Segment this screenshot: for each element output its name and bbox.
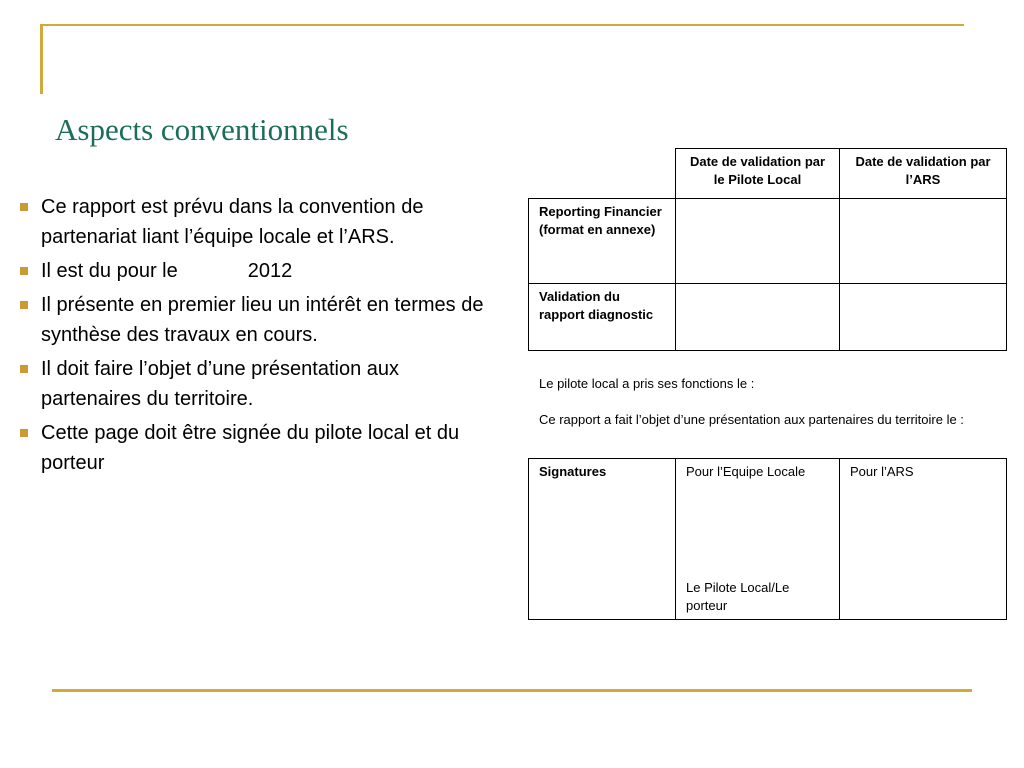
info-text <box>539 375 989 429</box>
bullet-list <box>18 192 503 482</box>
signature-table <box>528 458 1007 620</box>
bullet-item <box>18 192 503 252</box>
bullet-item <box>18 290 503 350</box>
info-line-pilote: Le pilote local a pris ses fonctions le : <box>539 376 755 391</box>
info-line-presentation: Ce rapport a fait l’objet d’une présentation aux partenaires du territoire le : <box>539 412 964 427</box>
bullet-item <box>18 418 503 478</box>
signature-equipe-cell <box>676 459 840 620</box>
square-bullet-icon <box>20 267 28 275</box>
square-bullet-icon <box>20 301 28 309</box>
square-bullet-icon <box>20 203 28 211</box>
row-label-reporting: Reporting Financier (format en annexe) <box>529 199 676 284</box>
empty-cell <box>840 199 1007 284</box>
row-label-validation: Validation du rapport diagnostic <box>529 284 676 351</box>
decorative-vertical-line <box>40 24 43 94</box>
bullet-text: Il doit faire l’objet d’une présentation aux partenaires du territoire. <box>41 358 400 410</box>
signatures-label: Signatures <box>529 459 676 620</box>
table-header-row <box>529 149 1007 199</box>
bullet-text: Cette page doit être signée du pilote local et du porteur <box>41 422 460 474</box>
square-bullet-icon <box>20 365 28 373</box>
table-row <box>529 284 1007 351</box>
equipe-top-text: Pour l’Equipe Locale <box>686 464 806 479</box>
equipe-bottom-text: Le Pilote Local/Le porteur <box>686 580 790 613</box>
bullet-year: 2012 <box>247 260 293 282</box>
empty-cell <box>840 284 1007 351</box>
square-bullet-icon <box>20 429 28 437</box>
bullet-text: Ce rapport est prévu dans la convention de partenariat liant l’équipe locale et l’ARS. <box>41 196 424 248</box>
table-row <box>529 459 1007 620</box>
bullet-text: Il est du pour le <box>41 260 178 282</box>
empty-corner-cell <box>529 149 676 199</box>
decorative-top-line <box>40 24 964 26</box>
header-ars-validation: Date de validation par l’ARS <box>840 149 1007 199</box>
bullet-text: Il présente en premier lieu un intérêt en termes de synthèse des travaux en cours. <box>41 294 484 346</box>
header-local-validation: Date de validation par le Pilote Local <box>676 149 840 199</box>
slide-title: Aspects conventionnels <box>55 112 349 147</box>
table-row <box>529 199 1007 284</box>
signature-ars-cell: Pour l’ARS <box>840 459 1007 620</box>
empty-cell <box>676 199 840 284</box>
bullet-item <box>18 354 503 414</box>
decorative-bottom-line <box>52 689 972 692</box>
validation-table <box>528 148 1007 351</box>
bullet-item <box>18 256 503 286</box>
empty-cell <box>676 284 840 351</box>
